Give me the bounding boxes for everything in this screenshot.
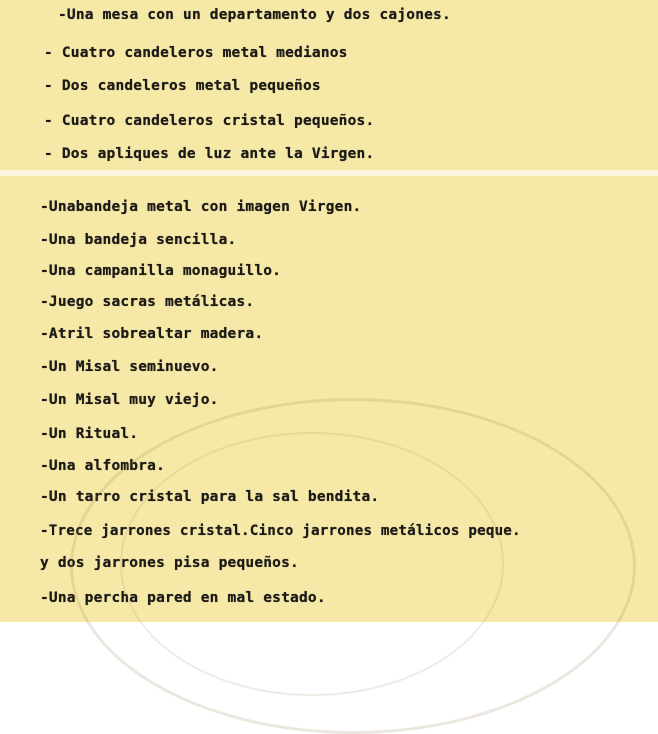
inventory-line: - Cuatro candeleros cristal pequeños. (44, 113, 375, 129)
inventory-line: -Unabandeja metal con imagen Virgen. (40, 199, 362, 215)
inventory-line: -Una alfombra. (40, 458, 166, 474)
inventory-line: -Una campanilla monaguillo. (40, 263, 282, 279)
inventory-line: -Juego sacras metálicas. (40, 294, 255, 310)
inventory-line: -Un tarro cristal para la sal bendita. (40, 489, 380, 505)
inventory-line: -Un Misal seminuevo. (40, 359, 219, 375)
inventory-line: -Una bandeja sencilla. (40, 232, 237, 248)
inventory-line: -Trece jarrones cristal.Cinco jarrones metálicos peque. (40, 523, 521, 539)
inventory-line: - Cuatro candeleros metal medianos (44, 45, 348, 61)
inventory-line: - Dos candeleros metal pequeños (44, 78, 321, 94)
inventory-line: - Dos apliques de luz ante la Virgen. (44, 146, 375, 162)
inventory-line: -Un Misal muy viejo. (40, 392, 219, 408)
inventory-line: -Un Ritual. (40, 426, 139, 442)
document-page-bottom (0, 176, 658, 622)
inventory-line: -Una percha pared en mal estado. (40, 590, 326, 606)
inventory-line: -Una mesa con un departamento y dos cajones. (58, 7, 451, 23)
inventory-line: -Atril sobrealtar madera. (40, 326, 264, 342)
inventory-line: y dos jarrones pisa pequeños. (40, 555, 299, 571)
document-page-top (0, 0, 658, 170)
